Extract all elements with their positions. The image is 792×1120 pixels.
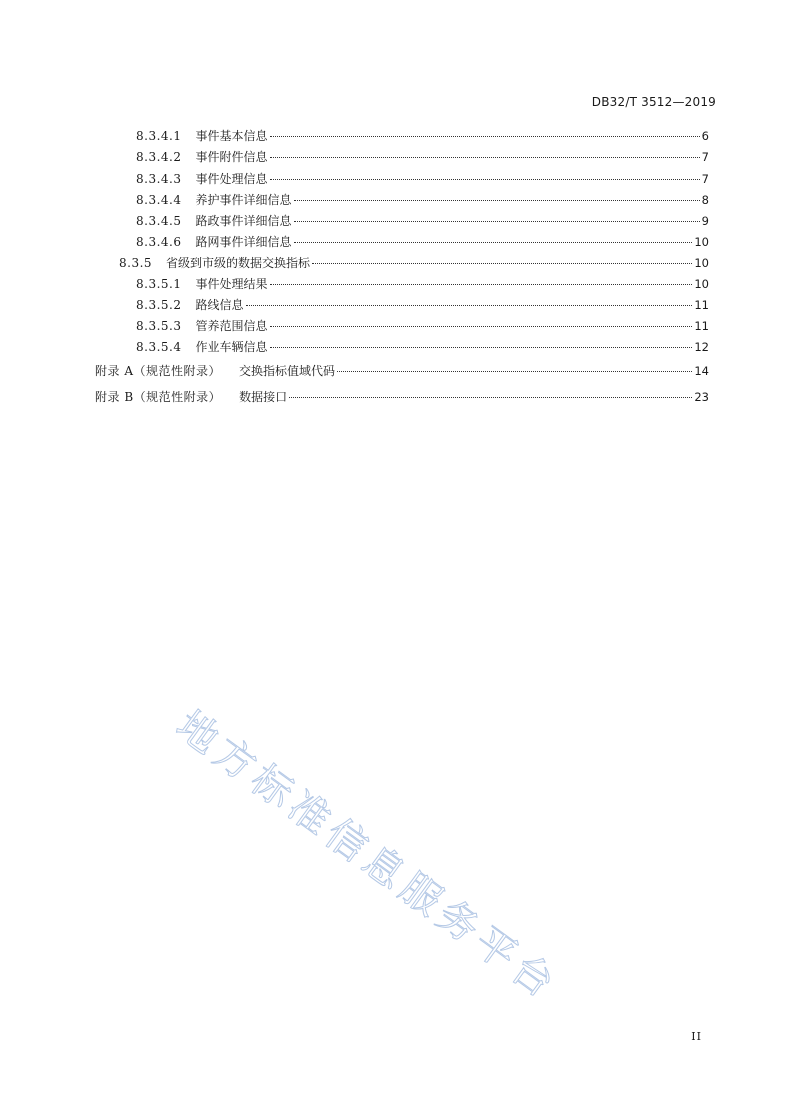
toc-entry-page: 11 (694, 298, 709, 312)
toc-entry-page: 10 (694, 277, 709, 291)
toc-entry-page: 6 (701, 129, 709, 143)
toc-dot-leader (294, 242, 693, 243)
toc-dot-leader (337, 371, 692, 372)
toc-entry[interactable] (136, 171, 709, 187)
document-code: DB32/T 3512—2019 (591, 95, 716, 109)
toc-dot-leader (246, 305, 693, 306)
toc-entry-number: 8.3.4.5 (136, 214, 182, 228)
toc-entry-title: 路网事件详细信息 (195, 235, 292, 249)
toc-entry-number: 8.3.5.1 (136, 277, 182, 291)
toc-entry-page: 9 (701, 214, 709, 228)
toc-entry[interactable] (136, 318, 709, 334)
toc-entry[interactable] (136, 234, 709, 250)
toc-dot-leader (270, 326, 693, 327)
toc-entry[interactable] (136, 213, 709, 229)
toc-entry-number: 8.3.5.4 (136, 340, 182, 354)
toc-entry-page: 8 (701, 193, 709, 207)
toc-entry[interactable] (136, 276, 709, 292)
watermark: 地方标准信息服务平台 (167, 702, 567, 1010)
toc-entry-title: 路政事件详细信息 (195, 214, 292, 228)
toc-entry-title: 管养范围信息 (195, 319, 268, 333)
page-number: II (691, 1030, 702, 1043)
toc-dot-leader (289, 397, 692, 398)
toc-entry-title: 事件附件信息 (195, 150, 268, 164)
toc-entry[interactable] (136, 339, 709, 355)
toc-entry-page: 12 (694, 340, 709, 354)
toc-entry-number: 8.3.5.2 (136, 298, 182, 312)
toc-entry-title: 数据接口 (239, 390, 288, 404)
toc-entry-page: 7 (701, 172, 709, 186)
toc-entry-number: 8.3.4.1 (136, 129, 182, 143)
toc-dot-leader (312, 263, 692, 264)
toc-entry-page: 11 (694, 319, 709, 333)
toc-entry-number: 8.3.4.4 (136, 193, 182, 207)
toc-entry-number: 8.3.4.3 (136, 172, 182, 186)
toc-dot-leader (294, 221, 700, 222)
toc-entry-page: 10 (694, 235, 709, 249)
toc-entry[interactable] (136, 192, 709, 208)
toc-dot-leader (294, 200, 700, 201)
toc-entry-title: 养护事件详细信息 (195, 193, 292, 207)
toc-entry[interactable] (136, 149, 709, 165)
toc-entry[interactable] (136, 128, 709, 144)
toc-entry-page: 14 (694, 364, 709, 378)
toc-dot-leader (270, 157, 700, 158)
toc-entry-appendix-b[interactable] (95, 389, 709, 405)
toc-entry-title: 交换指标值域代码 (238, 364, 335, 378)
toc-dot-leader (270, 136, 700, 137)
toc-entry-title: 作业车辆信息 (195, 340, 268, 354)
toc-entry-appendix-a[interactable] (95, 363, 709, 379)
toc-entry-title: 事件基本信息 (195, 129, 268, 143)
toc-entry[interactable] (136, 297, 709, 313)
toc-entry-number: 附录 A（规范性附录） (95, 364, 221, 378)
toc-entry-page: 23 (694, 390, 709, 404)
toc-dot-leader (270, 179, 700, 180)
toc-entry-title: 省级到市级的数据交换指标 (166, 256, 311, 270)
toc-entry-number: 8.3.5.3 (136, 319, 182, 333)
toc-entry-title: 路线信息 (195, 298, 244, 312)
toc-dot-leader (270, 347, 693, 348)
toc-entry-number: 8.3.4.6 (136, 235, 182, 249)
toc-entry-page: 7 (701, 150, 709, 164)
toc-entry[interactable] (119, 255, 709, 271)
toc-entry-page: 10 (694, 256, 709, 270)
toc-entry-title: 事件处理结果 (195, 277, 268, 291)
toc-entry-number: 8.3.5 (119, 256, 153, 270)
toc-entry-title: 事件处理信息 (195, 172, 268, 186)
toc-dot-leader (270, 284, 693, 285)
toc-entry-number: 8.3.4.2 (136, 150, 182, 164)
toc-entry-number: 附录 B（规范性附录） (95, 390, 222, 404)
